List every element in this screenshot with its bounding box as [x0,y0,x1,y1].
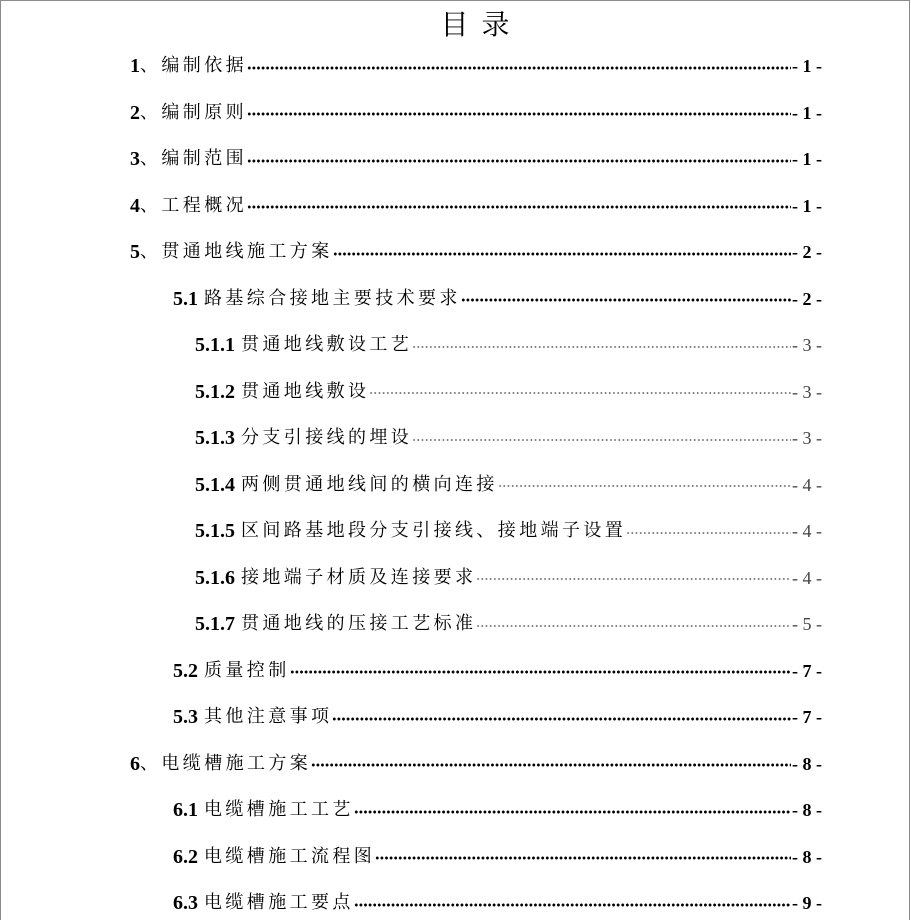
toc-entry[interactable] [130,240,822,264]
toc-entry[interactable] [130,891,822,915]
dot-leader [332,717,791,721]
dot-leader [626,531,791,535]
dot-leader [354,810,791,814]
dot-leader [354,903,791,907]
toc-entry[interactable] [130,659,822,683]
toc-entry-page-number: - 5 - [792,614,822,634]
toc-entry-page-number: - 2 - [792,288,822,309]
table-of-contents [130,54,822,915]
dot-leader [247,66,791,70]
toc-entry[interactable] [130,380,822,404]
toc-entry[interactable] [130,845,822,869]
toc-entry-page-number: - 1 - [792,102,822,123]
toc-entry-title: 贯通地线的压接工艺标准 [241,613,477,634]
toc-entry[interactable] [130,566,822,590]
dot-leader [476,624,791,628]
dot-leader [461,298,791,302]
toc-entry-title: 、贯通地线施工方案 [140,241,333,262]
toc-entry-page-number: - 8 - [792,800,822,820]
toc-entry-title: 区间路基地段分支引接线、接地端子设置 [241,520,627,541]
toc-entry-number: 6.2 [173,845,198,868]
toc-entry-title: 、编制范围 [140,148,247,169]
dot-leader [333,252,791,256]
dot-leader [247,205,791,209]
toc-entry-title: 、工程概况 [140,194,247,216]
toc-entry-number: 2 [130,101,140,124]
toc-entry-page-number: - 3 - [792,428,822,448]
toc-entry-title: 贯通地线敷设工艺 [241,334,413,355]
toc-entry-page-number: - 8 - [792,753,822,774]
dot-leader [311,763,791,767]
toc-entry-number: 5.1.5 [195,520,235,542]
toc-entry-number: 5.1.6 [195,566,235,589]
dot-leader [498,484,791,488]
toc-entry-title: 电缆槽施工流程图 [204,845,376,867]
toc-entry-page-number: - 4 - [792,567,822,588]
toc-entry-number: 5.3 [173,706,198,728]
toc-entry-title: 接地端子材质及连接要求 [241,566,477,588]
toc-entry[interactable] [130,612,822,636]
toc-entry-number: 5.1.1 [195,334,235,356]
toc-entry[interactable] [130,519,822,543]
toc-entry-title: 两侧贯通地线间的横向连接 [241,473,498,495]
toc-entry[interactable] [130,287,822,311]
toc-entry-number: 5 [130,241,140,263]
dot-leader [412,345,791,349]
dot-leader [412,438,791,442]
toc-entry-page-number: - 3 - [792,335,822,355]
toc-entry-title: 电缆槽施工工艺 [204,799,354,820]
toc-entry-number: 5.1.2 [195,380,235,403]
toc-entry[interactable] [130,473,822,497]
toc-entry-title: 、编制原则 [140,101,247,123]
dot-leader [375,856,791,860]
toc-entry-number: 3 [130,148,140,170]
toc-entry-page-number: - 4 - [792,474,822,495]
toc-entry-page-number: - 8 - [792,846,822,867]
toc-entry-number: 5.1.7 [195,613,235,635]
toc-entry-title: 分支引接线的埋设 [241,427,413,448]
toc-entry[interactable] [130,333,822,357]
toc-entry-title: 贯通地线敷设 [241,380,370,402]
toc-entry-page-number: - 7 - [792,707,822,727]
toc-entry[interactable] [130,194,822,218]
toc-entry-number: 6 [130,752,140,775]
toc-entry[interactable] [130,147,822,171]
toc-entry-number: 5.1.3 [195,427,235,449]
toc-entry-title: 质量控制 [204,659,290,681]
toc-entry[interactable] [130,54,822,78]
toc-entry-number: 6.3 [173,892,198,914]
dot-leader [369,391,791,395]
toc-entry-page-number: - 9 - [792,893,822,913]
toc-entry-page-number: - 7 - [792,660,822,681]
toc-entry-number: 5.2 [173,659,198,682]
toc-entry-page-number: - 4 - [792,521,822,541]
toc-entry-number: 6.1 [173,799,198,821]
toc-entry[interactable] [130,798,822,822]
toc-entry-title: 、电缆槽施工方案 [140,752,312,774]
toc-entry-number: 4 [130,194,140,217]
toc-entry-title: 、编制依据 [140,55,247,76]
toc-entry[interactable] [130,705,822,729]
dot-leader [247,112,791,116]
dot-leader [476,577,791,581]
toc-entry-number: 5.1.4 [195,473,235,496]
toc-title: 目 录 [440,8,512,41]
toc-entry-number: 1 [130,55,140,77]
toc-entry-page-number: - 1 - [792,195,822,216]
toc-entry-page-number: - 2 - [792,242,822,262]
toc-entry-page-number: - 1 - [792,149,822,169]
toc-entry-number: 5.1 [173,287,198,310]
toc-entry-title: 路基综合接地主要技术要求 [204,287,461,309]
toc-entry-page-number: - 3 - [792,381,822,402]
toc-entry-title: 电缆槽施工要点 [204,892,354,913]
dot-leader [247,159,791,163]
toc-entry-title: 其他注意事项 [204,706,333,727]
toc-entry[interactable] [130,426,822,450]
toc-entry-page-number: - 1 - [792,56,822,76]
dot-leader [290,670,791,674]
toc-entry[interactable] [130,101,822,125]
toc-entry[interactable] [130,752,822,776]
